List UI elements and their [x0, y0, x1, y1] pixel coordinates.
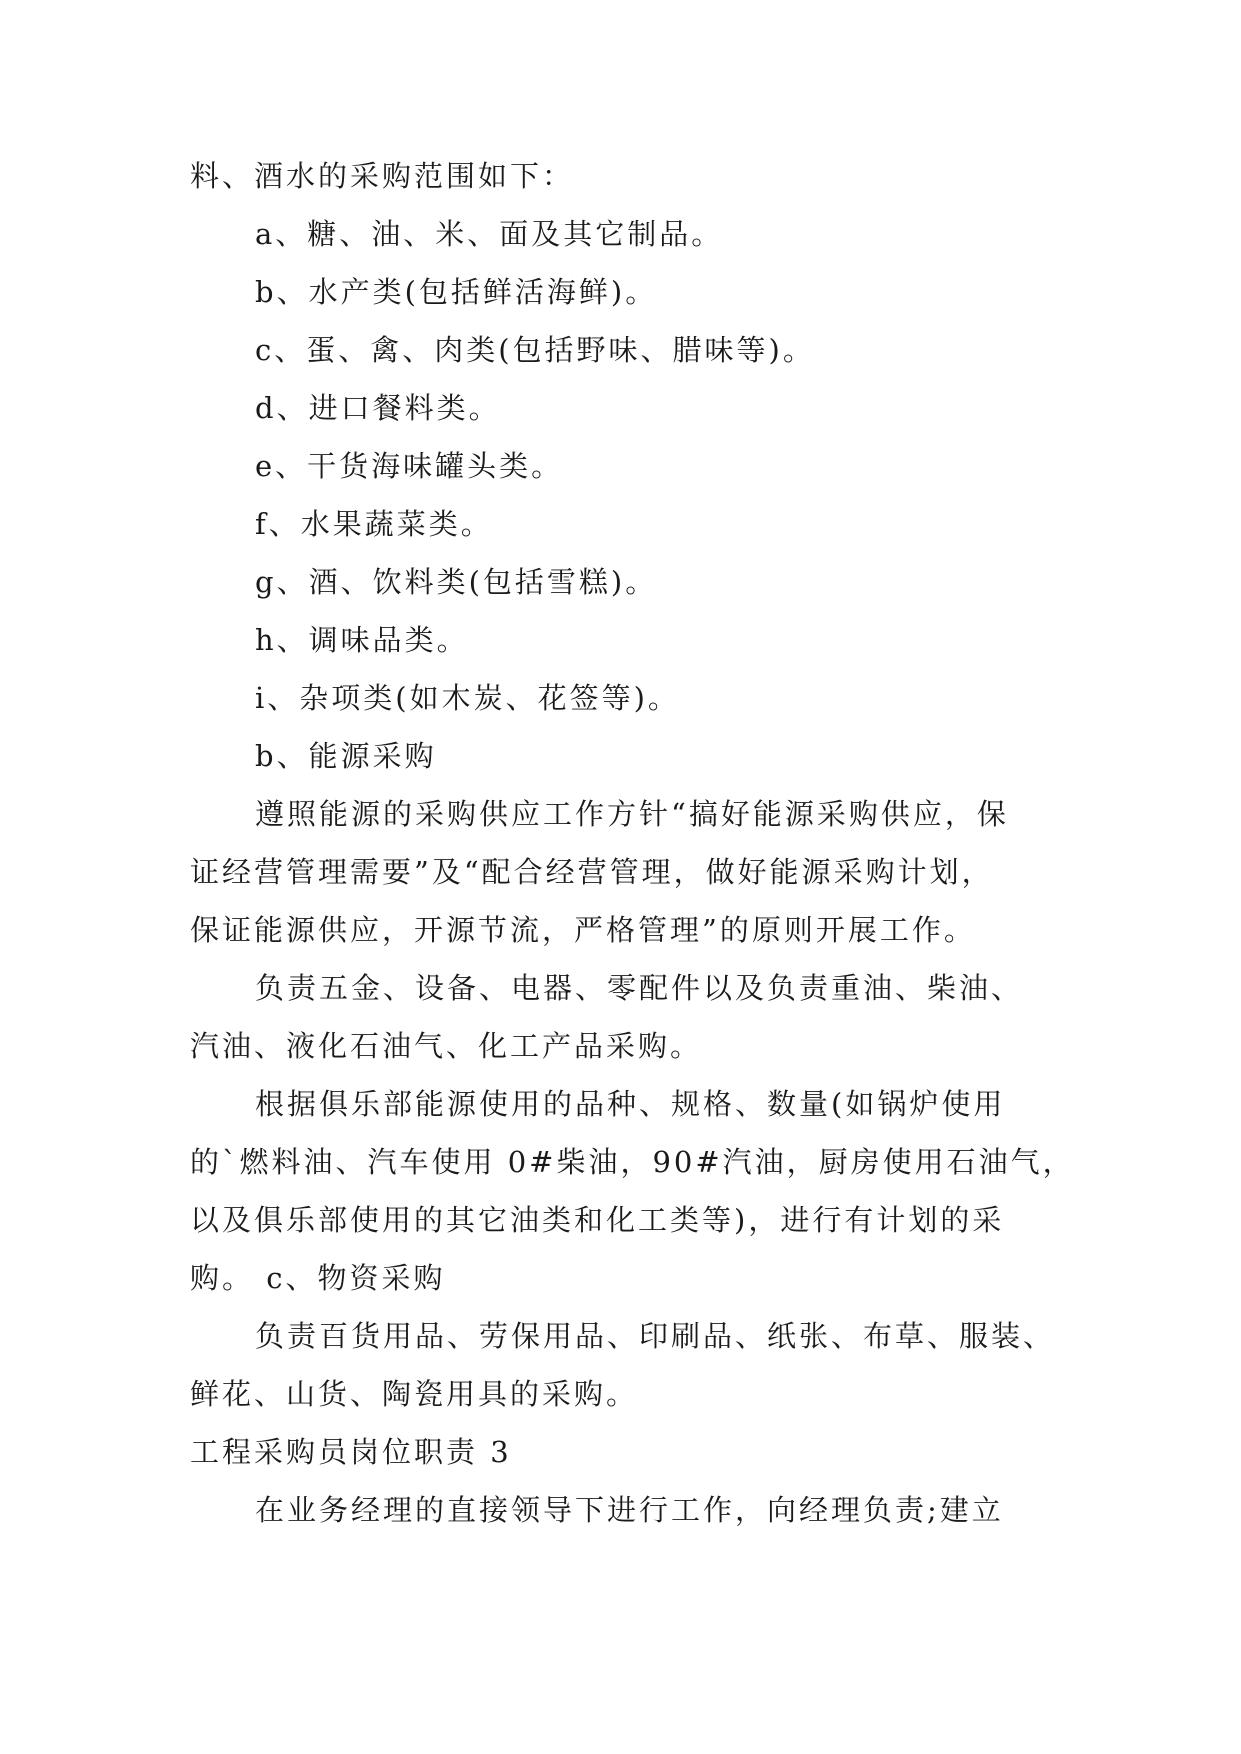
list-item: c、蛋、禽、肉类(包括野味、腊味等)。	[255, 333, 815, 367]
paragraph-line: 的`燃料油、汽车使用 0#柴油，90#汽油，厨房使用石油气，	[190, 1145, 1075, 1179]
list-item: e、干货海味罐头类。	[255, 449, 564, 483]
list-item: f、水果蔬菜类。	[255, 507, 493, 541]
paragraph-line: 遵照能源的采购供应工作方针“搞好能源采购供应，保	[255, 797, 1009, 831]
document-heading: 工程采购员岗位职责 3	[190, 1435, 512, 1469]
list-item: h、调味品类。	[255, 623, 469, 657]
paragraph-line: 保证能源供应，开源节流，严格管理”的原则开展工作。	[190, 913, 976, 947]
text-line: 料、酒水的采购范围如下：	[190, 159, 575, 193]
paragraph-line: 负责五金、设备、电器、零配件以及负责重油、柴油、	[255, 971, 1024, 1005]
list-item: b、水产类(包括鲜活海鲜)。	[255, 275, 658, 309]
paragraph-line: 在业务经理的直接领导下进行工作，向经理负责;建立	[255, 1493, 1004, 1527]
paragraph-line: 证经营管理需要”及“配合经营管理，做好能源采购计划，	[190, 855, 994, 889]
paragraph-line: 汽油、液化石油气、化工产品采购。	[190, 1029, 703, 1063]
list-item: a、糖、油、米、面及其它制品。	[255, 217, 724, 251]
paragraph-line: 负责百货用品、劳保用品、印刷品、纸张、布草、服装、	[255, 1319, 1056, 1353]
list-item: d、进口餐料类。	[255, 391, 501, 425]
list-item: g、酒、饮料类(包括雪糕)。	[255, 565, 658, 599]
paragraph-line: 以及俱乐部使用的其它油类和化工类等)，进行有计划的采	[190, 1203, 1005, 1237]
paragraph-line: 根据俱乐部能源使用的品种、规格、数量(如锅炉使用	[255, 1087, 1006, 1121]
paragraph-line: 鲜花、山货、陶瓷用具的采购。	[190, 1377, 639, 1411]
list-item: i、杂项类(如木炭、花签等)。	[255, 681, 680, 715]
paragraph-line: 购。 c、物资采购	[190, 1261, 446, 1295]
section-heading: b、能源采购	[255, 739, 437, 773]
